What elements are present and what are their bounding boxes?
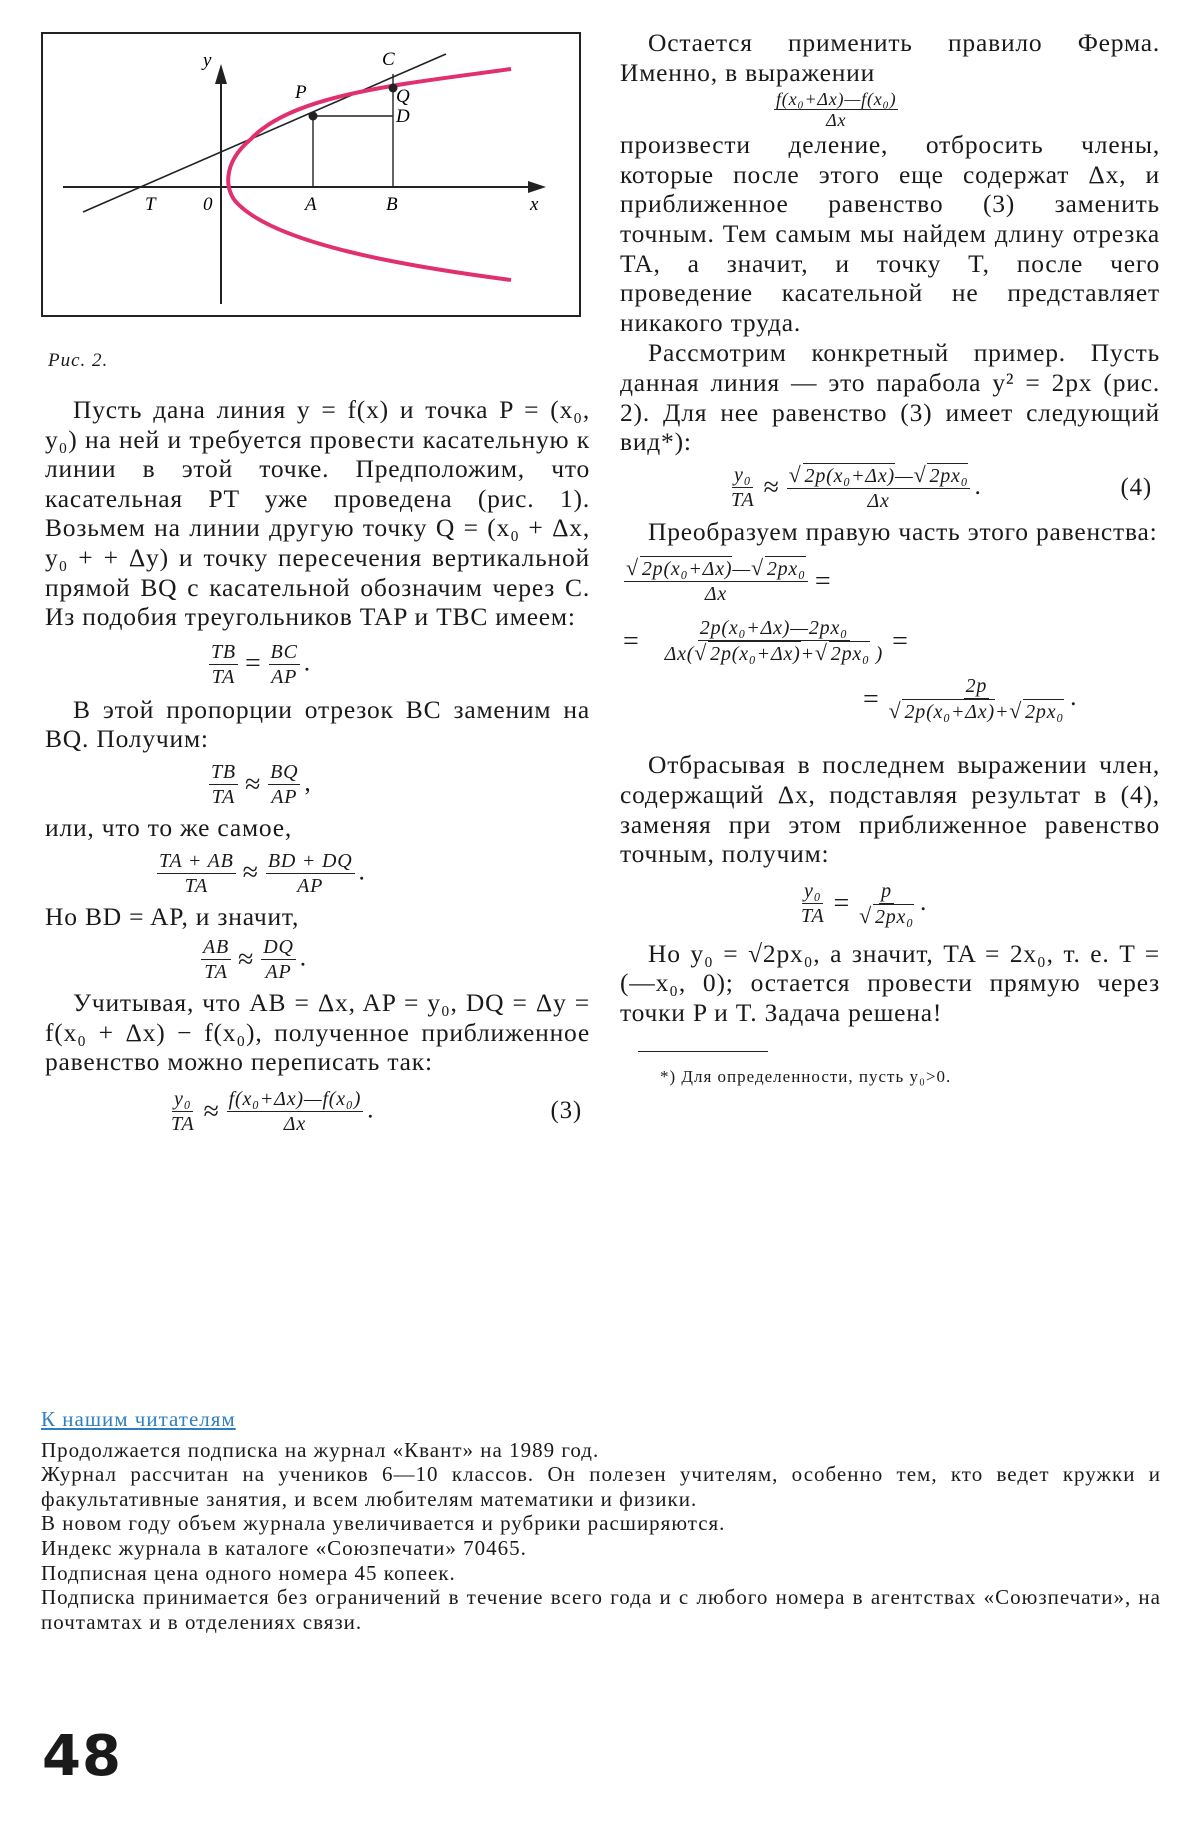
f5-den1: TA	[171, 1112, 195, 1135]
notice-line-4: Индекс журнала в каталоге «Союзпечати» 70465.	[41, 1535, 527, 1560]
rf2-den2: Δx	[867, 489, 890, 512]
right-column	[620, 28, 1160, 1088]
rf3-minus: —	[732, 558, 751, 581]
sqrt-sign-icon: √	[859, 902, 872, 928]
point-P	[309, 112, 318, 121]
label-y: y	[203, 50, 212, 71]
rf5-end: .	[1070, 682, 1078, 712]
y-axis-arrow	[215, 64, 227, 84]
right-paragraph-3: Рассмотрим конкретный пример. Пусть данная линия — это парабола y² = 2px (рис. 2). Для нее равенство (3) имеет следующий вид*):	[620, 338, 1160, 457]
f3-den1: TA	[184, 874, 209, 897]
x-axis-arrow	[528, 181, 546, 193]
sqrt-sign-icon: √	[626, 555, 639, 581]
rf6-rootB: 2px₀	[874, 905, 914, 928]
notice-line-3: В новом году объем журнала увеличивается и рубрики расширяются.	[41, 1511, 726, 1536]
figure-box	[41, 32, 581, 317]
equation-number-4: (4)	[1120, 473, 1152, 501]
f3-op: ≈	[242, 857, 259, 889]
formula-tb-ta-approx	[205, 760, 590, 809]
right-paragraph-5: Отбрасывая в последнем выражении член, содержащий Δx, подставляя результат в (4), заменяя при этом приближенное равенство точным, получим:	[620, 750, 1160, 869]
f5-den2: Δx	[283, 1112, 306, 1135]
f1-den2: AP	[271, 665, 298, 688]
rf4-dpost: )	[869, 643, 884, 666]
formula-transform-step-3	[860, 674, 1160, 724]
footnote-rule	[638, 1051, 768, 1052]
label-P: P	[295, 82, 307, 103]
footnote: *) Для определенности, пусть y₀>0.	[660, 1067, 952, 1087]
f1-num2: BC	[270, 640, 298, 663]
rf6-op: =	[833, 887, 851, 919]
f5-end: .	[367, 1094, 375, 1124]
f4-den1: TA	[204, 961, 228, 984]
sqrt-sign-icon: √	[888, 698, 902, 724]
right-paragraph-4: Преобразуем правую часть этого равенства:	[648, 516, 1158, 546]
tangent-line	[83, 54, 446, 212]
f2-den2: AP	[271, 785, 298, 808]
label-B: B	[386, 194, 398, 215]
rf5-plus: +	[994, 701, 1010, 724]
label-C: C	[382, 49, 395, 70]
left-column	[45, 395, 590, 1136]
f3-num2: BD + DQ	[267, 849, 353, 872]
label-D: D	[396, 106, 410, 127]
rf2-rootB: 2px₀	[929, 464, 969, 487]
formula-result	[795, 879, 1160, 929]
figure-caption: Рис. 2.	[48, 350, 109, 371]
f4-den2: AP	[265, 961, 292, 984]
rf5-rootB: 2px₀	[1025, 701, 1065, 724]
f1-end: .	[303, 647, 311, 677]
rf2-minus: —	[894, 464, 914, 487]
f1-num1: TB	[211, 640, 236, 663]
rf3-op: =	[814, 565, 832, 597]
rf6-num1: y₀	[804, 880, 822, 903]
readers-notice	[41, 1407, 1161, 1634]
rf2-end: .	[974, 470, 982, 500]
label-T: T	[145, 194, 156, 215]
right-paragraph-6: Но y₀ = √2px₀, а значит, TA = 2x₀, т. е. T = (—x₀, 0); остается провести прямую через точки P и T. Задача решена!	[620, 938, 1160, 1027]
notice-heading: К нашим читателям	[41, 1407, 236, 1431]
rf4-rootA: 2p(x₀+Δx)	[710, 643, 801, 666]
rf1-den: Δx	[826, 110, 847, 131]
f3-den2: AP	[297, 874, 324, 897]
sqrt-sign-icon: √	[694, 640, 708, 666]
f2-op: ≈	[244, 768, 262, 800]
rf4-dpre: Δx(	[664, 643, 695, 666]
rf3-rootA: 2p(x₀+Δx)	[641, 558, 733, 581]
formula-transform-step-2	[620, 616, 1160, 666]
f5-num2: f(x₀+Δx)—f(x₀)	[228, 1087, 362, 1110]
rf3-rootB: 2px₀	[766, 558, 806, 581]
sqrt-sign-icon: √	[750, 555, 764, 581]
parabola-figure	[43, 34, 579, 315]
rf6-num2: p	[881, 879, 892, 902]
f1-op: =	[244, 648, 262, 680]
rf6-end: .	[919, 886, 928, 916]
rf2-num1: y₀	[734, 464, 752, 487]
formula-fermat-expression	[770, 89, 1160, 130]
f3-end: .	[358, 855, 366, 885]
f5-num1: y₀	[174, 1087, 192, 1110]
f2-den1: TA	[211, 785, 236, 808]
formula-sum-ratio	[153, 849, 590, 898]
f4-op: ≈	[238, 943, 255, 975]
f4-end: .	[299, 942, 307, 972]
right-paragraph-2: произвести деление, отбросить члены, которые после этого еще содержат Δx, и приближенное равенство (3) заменить точным. Тем самым мы найдем длину отрезка TA, а значит, и точку T, после чего проведение касательной не представляет никакого труда.	[620, 130, 1160, 337]
left-paragraph-2: В этой пропорции отрезок BC заменим на BQ. Получим:	[45, 694, 590, 754]
page-number: 48	[42, 1724, 122, 1789]
f2-num1: TB	[211, 760, 236, 783]
formula-transform-step-1	[620, 556, 1160, 606]
f2-num2: BQ	[270, 760, 299, 783]
label-origin: 0	[203, 194, 213, 215]
rf4-rootB: 2px₀	[830, 643, 870, 666]
formula-tb-ta-eq	[205, 640, 590, 689]
notice-line-2: Журнал рассчитан на учеников 6—10 классов. Он полезен учителям, особенно тем, кто ведет кружки и факультативные занятия, и всем любителям математики и физики.	[41, 1462, 1161, 1511]
rf1-num: f(x₀+Δx)—f(x₀)	[776, 89, 897, 110]
rf2-op: ≈	[763, 471, 780, 503]
rf5-rootA: 2p(x₀+Δx)	[904, 701, 995, 724]
rf4-plus: +	[800, 643, 815, 666]
notice-line-5: Подписная цена одного номера 45 копеек.	[41, 1560, 456, 1585]
sqrt-sign-icon: √	[814, 640, 828, 666]
sqrt-sign-icon: √	[1009, 698, 1023, 724]
rf2-rootA: 2p(x₀+Δx)	[804, 464, 895, 487]
label-x: x	[530, 194, 539, 215]
f1-den1: TA	[211, 665, 236, 688]
notice-line-1: Продолжается подписка на журнал «Квант» на 1989 год.	[41, 1437, 600, 1462]
formula-4	[725, 463, 1160, 513]
left-paragraph-5: Учитывая, что AB = Δx, AP = y₀, DQ = Δy = f(x₀ + Δx) − f(x₀), полученное приближенное равенство можно переписать так:	[45, 988, 590, 1077]
rf2-den1: TA	[731, 489, 755, 512]
rf6-den1: TA	[801, 905, 825, 928]
rf5-lead: =	[863, 683, 880, 715]
rf4-lead: =	[623, 625, 640, 657]
notice-line-6: Подписка принимается без ограничений в течение всего года и с любого номера в агентствах «Союзпечати», на почтамтах и в отделениях связи.	[41, 1585, 1161, 1634]
label-Q: Q	[396, 86, 410, 107]
rf4-num: 2p(x₀+Δx)—2px₀	[699, 617, 848, 640]
left-paragraph-3: или, что то же самое,	[45, 812, 293, 842]
f3-num1: TA + AB	[159, 849, 234, 872]
sqrt-sign-icon: √	[913, 461, 927, 487]
equation-number-3: (3)	[550, 1097, 582, 1125]
rf5-num: 2p	[965, 675, 988, 698]
f2-end: ,	[304, 767, 312, 797]
f4-num2: DQ	[263, 936, 294, 959]
parabola-curve	[228, 69, 511, 280]
rf4-op: =	[892, 625, 909, 657]
left-paragraph-4: Но BD = AP, и значит,	[45, 901, 300, 931]
f4-num1: AB	[203, 936, 230, 959]
rf3-den: Δx	[704, 583, 728, 606]
left-paragraph-1: Пусть дана линия y = f(x) и точка P = (x₀, y₀) на ней и требуется провести касательную к линии в этой точке. Предположим, что касательная PT уже проведена (рис. 1). Возьмем на линии другую точку Q = (x₀ + Δx, y₀ + + Δy) и точку пересечения вертикальной прямой BQ с касательной обозначим через C. Из подобия треугольников TAP и TBC имеем:	[45, 395, 590, 632]
right-paragraph-1: Остается применить правило Ферма. Именно, в выражении	[620, 28, 1160, 87]
sqrt-sign-icon: √	[788, 461, 802, 487]
label-A: A	[305, 194, 317, 215]
formula-3	[165, 1087, 590, 1136]
formula-ab-dq	[197, 935, 590, 984]
f5-op: ≈	[203, 1095, 220, 1127]
